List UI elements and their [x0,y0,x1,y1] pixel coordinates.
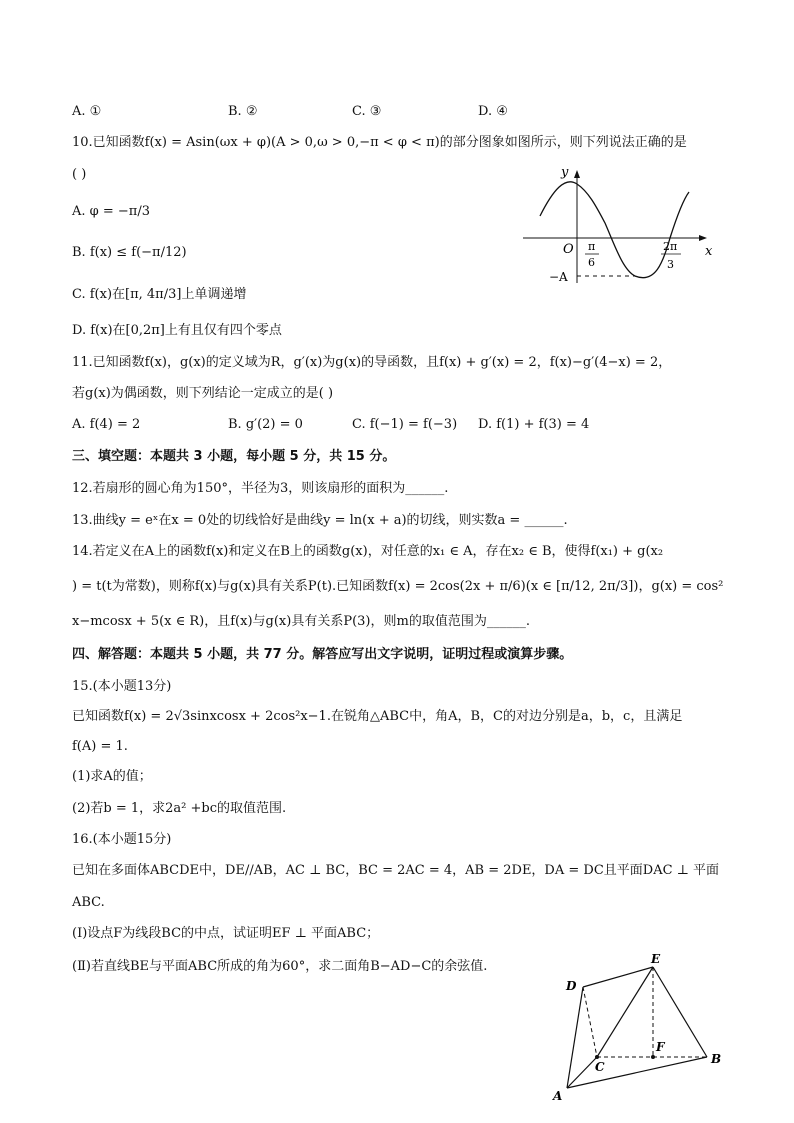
q15-line-1: 已知函数f(x) = 2√3sinxcosx + 2cos²x−1.在锐角△ABC中，角A，B，C的对边分别是a，b，c，且满足 [72,709,683,724]
label-E: E [651,952,661,966]
q15-part-2: (2)若b = 1，求2a² +bc的取值范围. [72,801,287,816]
q16-line-2: ABC. [72,895,105,910]
q10-option-d: D. f(x)在[0,2π]上有且仅有四个零点 [72,323,282,338]
q16-title: 16.(本小题15分) [72,832,172,847]
y-axis-arrow [574,170,580,178]
label-D: D [566,979,577,993]
tick2-den: 3 [667,258,674,271]
q9-option-a: A. ① [72,104,102,119]
point-C [595,1055,599,1059]
q15-part-1: (1)求A的值； [72,769,152,784]
label-F: F [656,1040,665,1054]
q16-part-1: (Ⅰ)设点F为线段BC的中点，试证明EF ⊥ 平面ABC； [72,926,380,941]
q14-line-3: x−mcosx + 5(x ∈ R)，且f(x)与g(x)具有关系P(3)，则m的取值范围为______. [72,614,530,629]
neg-amp-label: −A [549,270,568,284]
edge-AD [567,987,583,1088]
section-4-heading: 四、解答题：本题共 5 小题，共 77 分。解答应写出文字说明，证明过程或演算步骤。 [72,647,573,662]
y-label: y [561,165,569,180]
origin-label: O [563,242,574,257]
q11-stem-2: 若g(x)为偶函数，则下列结论一定成立的是( ) [72,386,334,401]
tick1-den: 6 [588,256,595,269]
q11-option-a: A. f(4) = 2 [72,417,141,432]
q9-option-b: B. ② [228,104,258,119]
label-A: A [553,1089,563,1103]
q11-stem-1: 11.已知函数f(x)，g(x)的定义域为R，g′(x)为g(x)的导函数，且f(x) + g′(x) = 2，f(x)−g′(4−x) = 2， [72,355,672,370]
x-axis-arrow [699,235,707,241]
edge-DC [583,987,597,1057]
q16-line-1: 已知在多面体ABCDE中，DE//AB，AC ⊥ BC，BC = 2AC = 4，AB = 2DE，DA = DC且平面DAC ⊥ 平面 [72,863,720,878]
tick1-num: π [588,240,596,253]
x-label: x [705,244,713,259]
q9-option-d: D. ④ [478,104,508,119]
q13: 13.曲线y = eˣ在x = 0处的切线恰好是曲线y = ln(x + a)的切线，则实数a = ______. [72,513,568,528]
q10-stem: 10.已知函数f(x) = Asin(ωx + φ)(A > 0,ω > 0,−π < φ < π)的部分图象如图所示，则下列说法正确的是 [72,135,687,150]
q11-option-c: C. f(−1) = f(−3) [352,417,458,432]
q15-title: 15.(本小题13分) [72,679,172,694]
q10-sine-graph [515,158,720,288]
q14-line-1: 14.若定义在A上的函数f(x)和定义在B上的函数g(x)，对任意的x₁ ∈ A，存在x₂ ∈ B，使得f(x₁) + g(x₂ [72,544,664,559]
q11-option-d: D. f(1) + f(3) = 4 [478,417,590,432]
point-F [651,1055,655,1059]
label-C: C [595,1060,605,1074]
q10-paren: ( ) [72,167,87,182]
q10-option-b: B. f(x) ≤ f(−π/12) [72,245,187,260]
q10-option-a: A. φ = −π/3 [72,204,150,219]
q10-option-c: C. f(x)在[π, 4π/3]上单调递增 [72,287,247,302]
q16-part-2: (Ⅱ)若直线BE与平面ABC所成的角为60°，求二面角B−AD−C的余弦值. [72,959,488,974]
q14-line-2: ) = t(t为常数)，则称f(x)与g(x)具有关系P(t).已知函数f(x) = 2cos(2x + π/6)(x ∈ [π/12, 2π/3])，g(x) = cos² [72,579,724,594]
q12: 12.若扇形的圆心角为150°，半径为3，则该扇形的面积为______. [72,481,449,496]
q16-polyhedron-figure [545,950,735,1105]
edge-AB [567,1057,707,1088]
q11-option-b: B. g′(2) = 0 [228,417,303,432]
q9-option-c: C. ③ [352,104,382,119]
q15-line-2: f(A) = 1. [72,739,128,754]
section-3-heading: 三、填空题：本题共 3 小题，每小题 5 分，共 15 分。 [72,449,396,464]
label-B: B [711,1052,722,1066]
tick2-num: 2π [663,240,678,253]
